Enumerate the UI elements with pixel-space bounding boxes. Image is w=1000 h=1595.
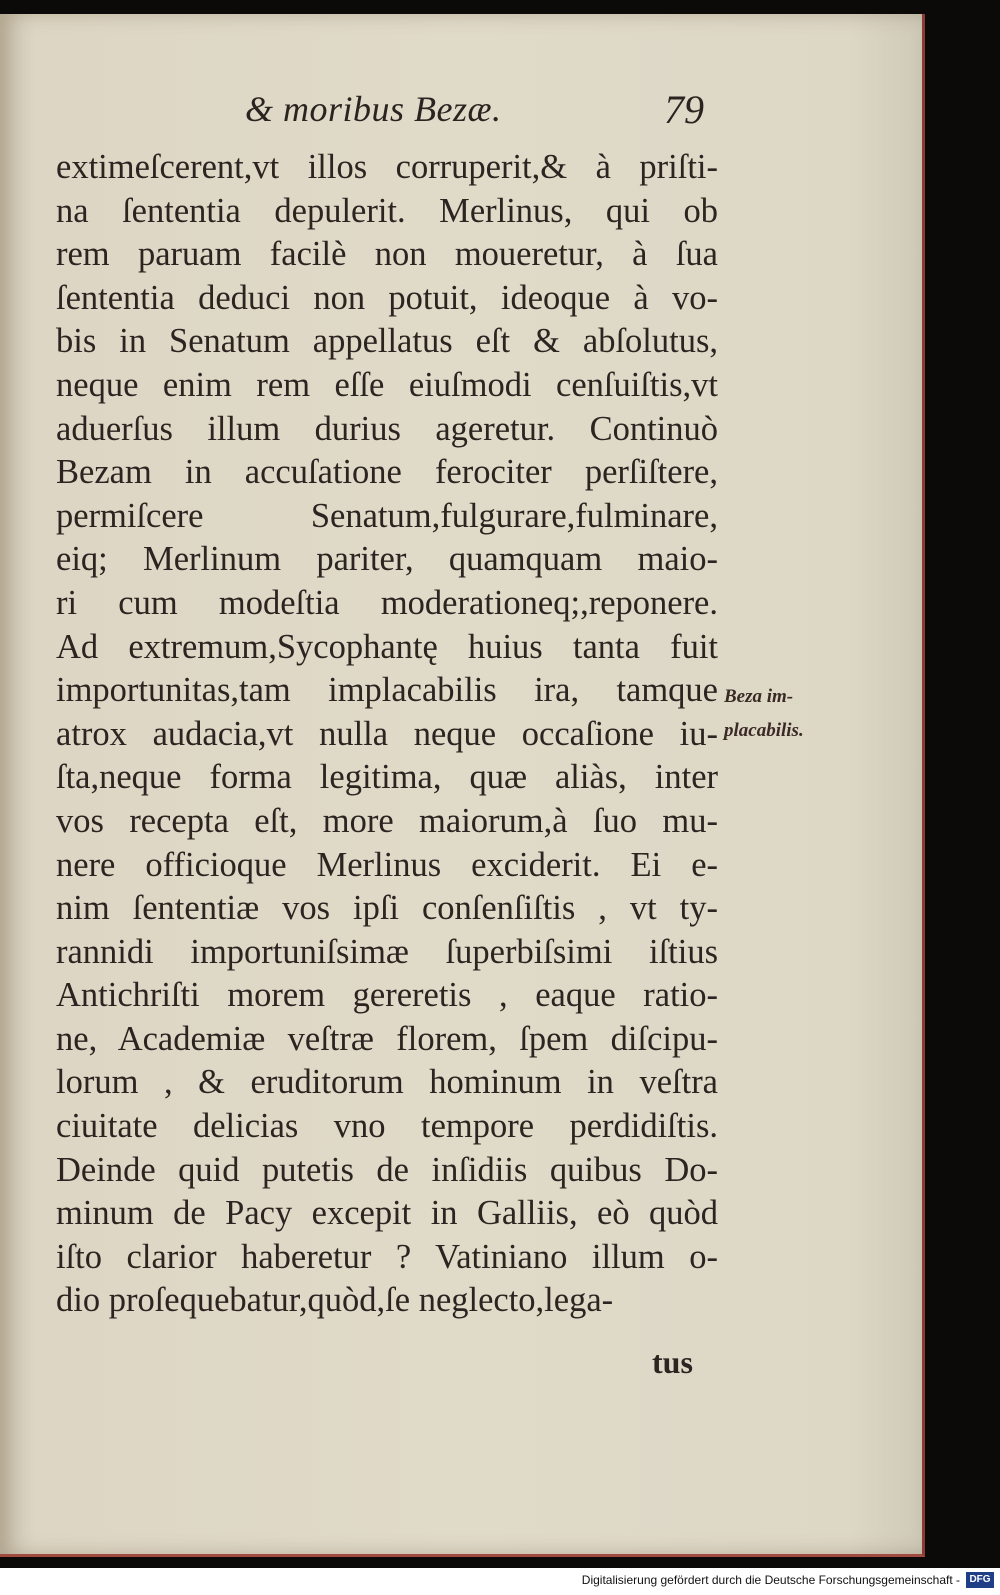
text-line: na ſententia depulerit. Merlinus, qui ob [56, 191, 718, 230]
text-line: neque enim rem eſſe eiuſmodi cenſuiſtis,vt [56, 365, 718, 404]
page-header [0, 82, 922, 142]
text-line: ciuitate delicias vno tempore perdidiſtis. [56, 1107, 718, 1146]
text-line: minum de Pacy excepit in Galliis, eò quòd [56, 1194, 718, 1233]
text-line: extimeſcerent,vt illos corruperit,& à priſti- [56, 148, 718, 186]
page-number: 79 [664, 87, 704, 132]
text-line: permiſcere Senatum,fulgurare,fulminare, [56, 496, 718, 535]
book-page [0, 14, 925, 1557]
marginal-note-line: Beza im- [724, 686, 794, 707]
running-head: & moribus Bezæ. [245, 89, 502, 129]
text-line: ſta,neque forma legitima, quæ aliàs, inter [56, 758, 718, 797]
text-line: iſto clarior haberetur ? Vatiniano illum o- [56, 1237, 718, 1276]
funding-credit: Digitalisierung gefördert durch die Deutsche Forschungsgemeinschaft - [581, 1573, 960, 1587]
text-line: ne, Academiæ veſtræ florem, ſpem diſcipu- [56, 1019, 718, 1058]
catchword: tus [652, 1344, 693, 1380]
text-line: rem paruam facilè non moueretur, à ſua [56, 235, 718, 274]
text-line: Ad extremum,Sycophantę huius tanta fuit [56, 627, 718, 666]
text-line: dio proſequebatur,quòd,ſe neglecto,lega- [56, 1281, 614, 1320]
text-line: atrox audacia,vt nulla neque occaſione iu- [56, 714, 718, 753]
text-line: lorum , & eruditorum hominum in veſtra [56, 1063, 718, 1102]
dfg-logo-icon: DFG [966, 1572, 994, 1588]
text-line: ſententia deduci non potuit, ideoque à vo- [56, 278, 718, 317]
text-line: Bezam in accuſatione ferociter perſiſtere, [56, 453, 718, 492]
body-text [56, 146, 718, 1323]
text-line: importunitas,tam implacabilis ira, tamque [56, 671, 718, 710]
text-line: ri cum modeſtia moderationeq;,reponere. [56, 583, 718, 622]
text-line: Deinde quid putetis de inſidiis quibus Do- [56, 1150, 718, 1189]
text-line: eiq; Merlinum pariter, quamquam maio- [56, 540, 718, 579]
text-line: rannidi importuniſsimæ ſuperbiſsimi iſtius [56, 932, 718, 971]
text-line: bis in Senatum appellatus eſt & abſolutus, [56, 322, 718, 361]
text-line: vos recepta eſt, more maiorum,à ſuo mu- [56, 801, 718, 840]
text-line: Antichriſti morem gereretis , eaque ratio- [56, 976, 718, 1015]
text-line: aduerſus illum durius ageretur. Continuò [56, 409, 718, 448]
footer-bar [0, 1568, 1000, 1595]
marginal-note-line: placabilis. [724, 720, 804, 741]
marginal-note [724, 680, 874, 748]
text-line: nere officioque Merlinus exciderit. Ei e- [56, 845, 718, 884]
text-line: nim ſententiæ vos ipſi conſenſiſtis , vt ty- [56, 889, 718, 928]
